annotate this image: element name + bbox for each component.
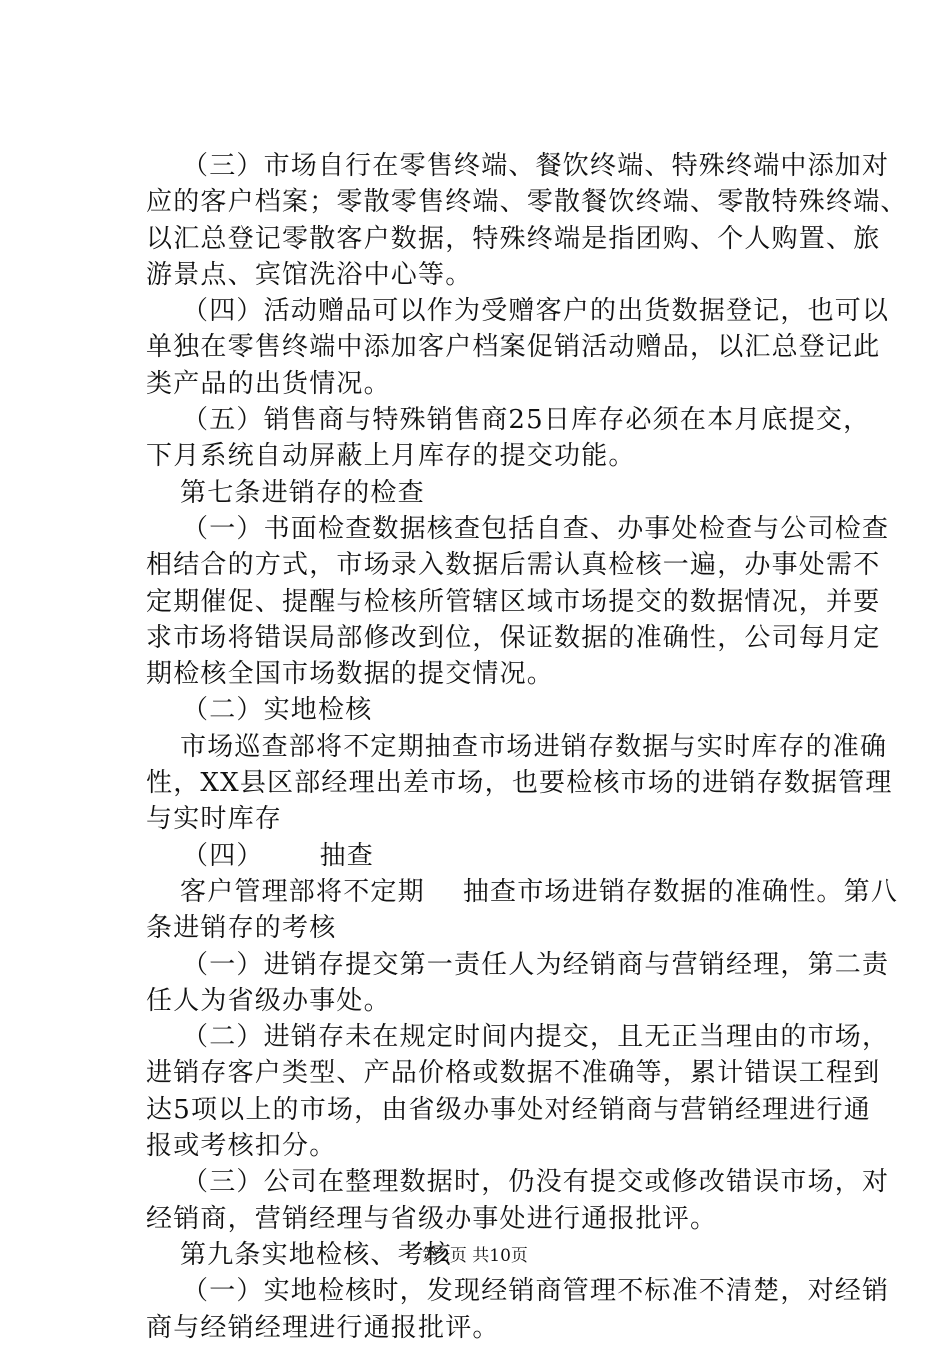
paragraph-line: 达5项以上的市场，由省级办事处对经销商与营销经理进行通 bbox=[146, 1094, 871, 1125]
paragraph-line bbox=[146, 874, 899, 910]
paragraph-line: 条进销存的考核 bbox=[146, 913, 337, 944]
body-text bbox=[146, 148, 908, 1346]
page-number-footer: 第2页 共10页 bbox=[422, 1246, 528, 1266]
subsection-heading: （二）实地检核 bbox=[182, 695, 373, 726]
paragraph-fragment: 抽查市场进销存数据的准确性。第八 bbox=[462, 876, 899, 907]
paragraph-line: （一）实地检核时，发现经销商管理不标准不清楚，对经销 bbox=[182, 1276, 890, 1307]
paragraph-line: 应的客户档案；零散零售终端、零散餐饮终端、零散特殊终端、 bbox=[146, 187, 908, 218]
paragraph-line: 市场巡查部将不定期抽查市场进销存数据与实时库存的准确 bbox=[180, 731, 888, 762]
paragraph-line: （二）进销存未在规定时间内提交，且无正当理由的市场， bbox=[182, 1022, 890, 1053]
paragraph-line: 性，XX县区部经理出差市场，也要检核市场的进销存数据管理 bbox=[146, 768, 893, 799]
paragraph-line: （四）活动赠品可以作为受赠客户的出货数据登记，也可以 bbox=[182, 296, 890, 327]
section-heading: 第九条实地检核、考核 bbox=[180, 1239, 453, 1270]
subsection-title: 抽查 bbox=[319, 840, 375, 871]
paragraph-line: （五）销售商与特殊销售商25日库存必须在本月底提交， bbox=[182, 405, 871, 436]
paragraph-line: 报或考核扣分。 bbox=[146, 1131, 337, 1162]
paragraph-line: 类产品的出货情况。 bbox=[146, 368, 391, 399]
paragraph-line: （三）市场自行在零售终端、餐饮终端、特殊终端中添加对 bbox=[182, 151, 890, 181]
paragraph-line: 求市场将错误局部修改到位，保证数据的准确性，公司每月定 bbox=[146, 622, 881, 653]
paragraph-line: 经销商，营销经理与省级办事处进行通报批评。 bbox=[146, 1203, 718, 1234]
paragraph-line: 以汇总登记零散客户数据，特殊终端是指团购、个人购置、旅 bbox=[146, 223, 881, 254]
paragraph-line: 与实时库存 bbox=[146, 804, 283, 835]
paragraph-line: 游景点、宾馆洗浴中心等。 bbox=[146, 259, 473, 290]
paragraph-line: 下月系统自动屏蔽上月库存的提交功能。 bbox=[146, 441, 636, 472]
subsection-heading bbox=[146, 838, 836, 874]
paragraph-line: 相结合的方式，市场录入数据后需认真检核一遍，办事处需不 bbox=[146, 550, 881, 581]
paragraph-line: 商与经销经理进行通报批评。 bbox=[146, 1312, 500, 1343]
paragraph-fragment: 客户管理部将不定期 bbox=[180, 876, 425, 907]
paragraph-line: 进销存客户类型、产品价格或数据不准确等，累计错误工程到 bbox=[146, 1058, 881, 1089]
paragraph-line: 任人为省级办事处。 bbox=[146, 985, 391, 1016]
paragraph-line: （三）公司在整理数据时，仍没有提交或修改错误市场，对 bbox=[182, 1167, 890, 1198]
paragraph-line: （一）进销存提交第一责任人为经销商与营销经理，第二责 bbox=[182, 949, 890, 980]
subsection-number: （四） bbox=[182, 840, 264, 871]
paragraph-line: 期检核全国市场数据的提交情况。 bbox=[146, 659, 555, 690]
paragraph-line: 定期催促、提醒与检核所管辖区域市场提交的数据情况，并要 bbox=[146, 586, 881, 617]
paragraph-line: 单独在零售终端中添加客户档案促销活动赠品，以汇总登记此 bbox=[146, 332, 881, 363]
section-heading: 第七条进销存的检查 bbox=[180, 477, 425, 508]
paragraph-line: （一）书面检查数据核查包括自查、办事处检查与公司检查 bbox=[182, 513, 890, 544]
